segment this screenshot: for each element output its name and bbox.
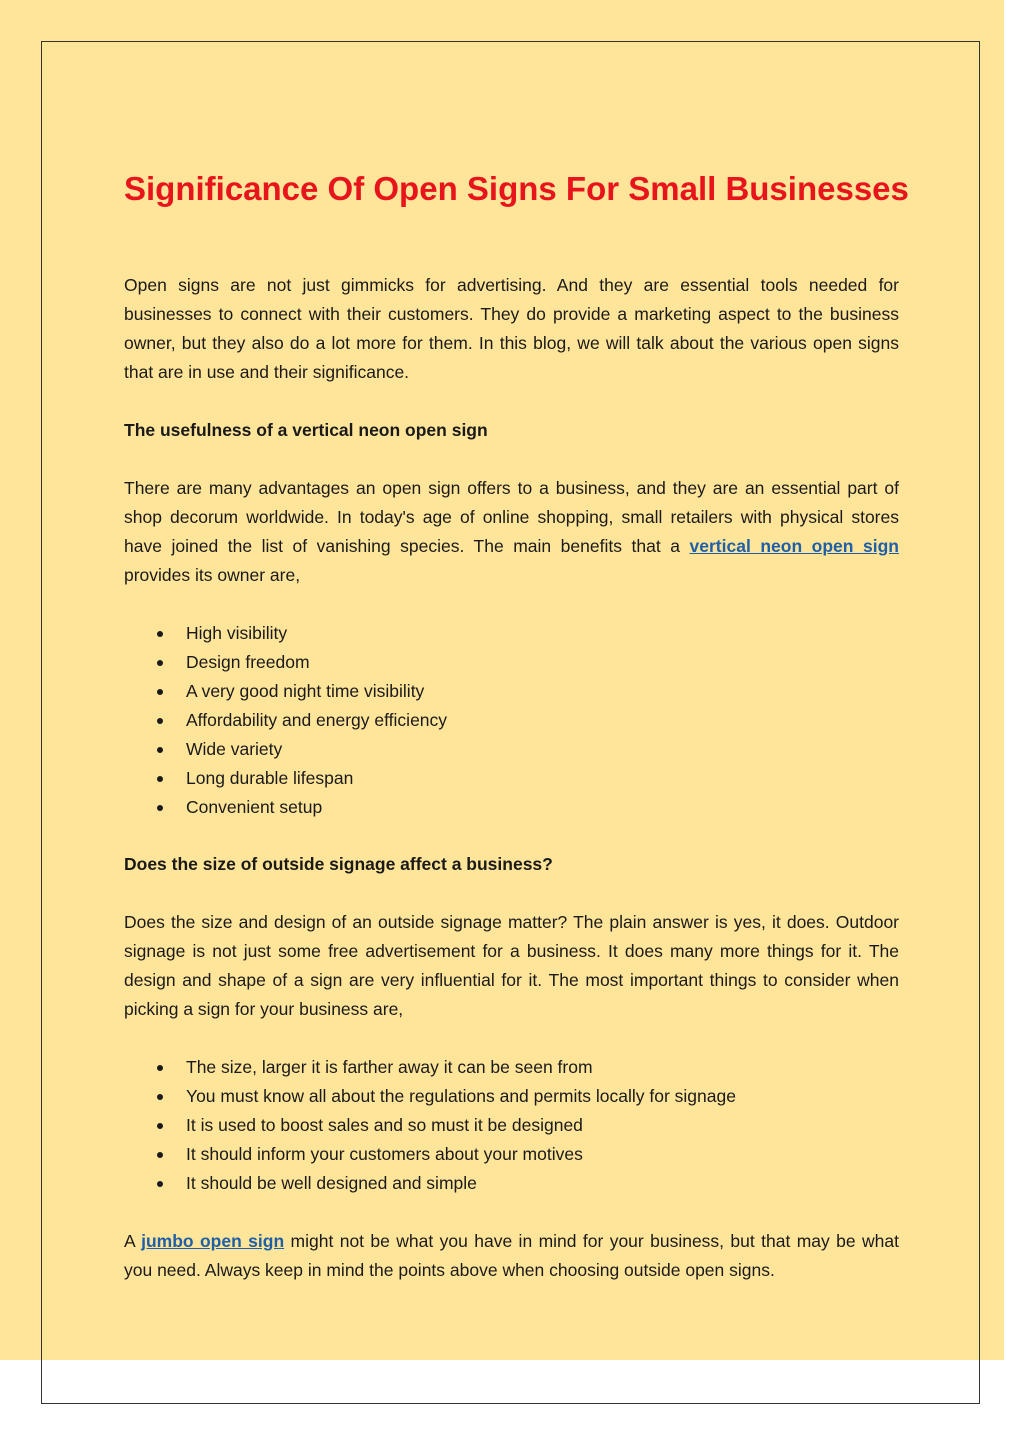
benefit-item-text: A very good night time visibility	[186, 681, 425, 701]
section1-heading: The usefulness of a vertical neon open sign	[124, 420, 488, 440]
benefit-item	[124, 764, 447, 793]
considerations-list	[124, 1053, 736, 1198]
section1-paragraph	[124, 474, 899, 590]
benefit-item	[124, 706, 447, 735]
bullet-dot-icon	[157, 1152, 163, 1158]
section1-text-before-link: There are many advantages an open sign offers to a business, and they are an essential part of shop decorum worldwide. In today's age of online shopping, small retailers with physical stores have joined the list of vanishing species. The main benefits that a	[124, 478, 899, 556]
section1-text-after-link: provides its owner are,	[124, 565, 301, 585]
bullet-dot-icon	[157, 1123, 163, 1129]
bullet-dot-icon	[157, 747, 163, 753]
closing-text-before-link: A	[124, 1231, 142, 1251]
section2-heading: Does the size of outside signage affect a business?	[124, 854, 553, 874]
closing-paragraph	[124, 1227, 899, 1285]
consideration-item	[124, 1053, 736, 1082]
benefit-item	[124, 793, 447, 822]
page-title: Significance Of Open Signs For Small Businesses	[124, 170, 909, 207]
consideration-item-text: The size, larger it is farther away it can be seen from	[186, 1057, 593, 1077]
section2-paragraph: Does the size and design of an outside signage matter? The plain answer is yes, it does. Outdoor signage is not just some free advertisement for a business. It does many more things for it. The design and shape of a sign are very influential for it. The most important things to consider when picking a sign for your business are,	[124, 912, 899, 1019]
benefit-item-text: Wide variety	[186, 739, 283, 759]
benefit-item-text: Design freedom	[186, 652, 310, 672]
benefits-list	[124, 619, 447, 822]
bullet-dot-icon	[157, 1181, 163, 1187]
benefit-item	[124, 677, 447, 706]
bullet-dot-icon	[157, 1094, 163, 1100]
intro-paragraph: Open signs are not just gimmicks for advertising. And they are essential tools needed for businesses to connect with their customers. They do provide a marketing aspect to the business owner, but they also do a lot more for them. In this blog, we will talk about the various open signs that are in use and their significance.	[124, 275, 899, 382]
benefit-item-text: Convenient setup	[186, 797, 323, 817]
bullet-dot-icon	[157, 1065, 163, 1071]
benefit-item-text: High visibility	[186, 623, 288, 643]
bullet-dot-icon	[157, 660, 163, 666]
jumbo-open-sign-link[interactable]: jumbo open sign	[141, 1231, 285, 1251]
bullet-dot-icon	[157, 689, 163, 695]
consideration-item-text: You must know all about the regulations and permits locally for signage	[186, 1086, 736, 1106]
consideration-item-text: It is used to boost sales and so must it be designed	[186, 1115, 583, 1135]
closing-text-after-link: might not be what you have in mind for your business, but that may be what you need. Always keep in mind the points above when choosing outside open signs.	[124, 1231, 899, 1280]
benefit-item-text: Long durable lifespan	[186, 768, 354, 788]
consideration-item	[124, 1140, 736, 1169]
vertical-neon-open-sign-link[interactable]: vertical neon open sign	[689, 536, 899, 556]
consideration-item	[124, 1169, 736, 1198]
consideration-item	[124, 1082, 736, 1111]
benefit-item-text: Affordability and energy efficiency	[186, 710, 448, 730]
consideration-item	[124, 1111, 736, 1140]
benefit-item	[124, 735, 447, 764]
bullet-dot-icon	[157, 805, 163, 811]
bullet-dot-icon	[157, 718, 163, 724]
consideration-item-text: It should be well designed and simple	[186, 1173, 477, 1193]
bullet-dot-icon	[157, 631, 163, 637]
benefit-item	[124, 648, 447, 677]
consideration-item-text: It should inform your customers about your motives	[186, 1144, 583, 1164]
benefit-item	[124, 619, 447, 648]
bullet-dot-icon	[157, 776, 163, 782]
